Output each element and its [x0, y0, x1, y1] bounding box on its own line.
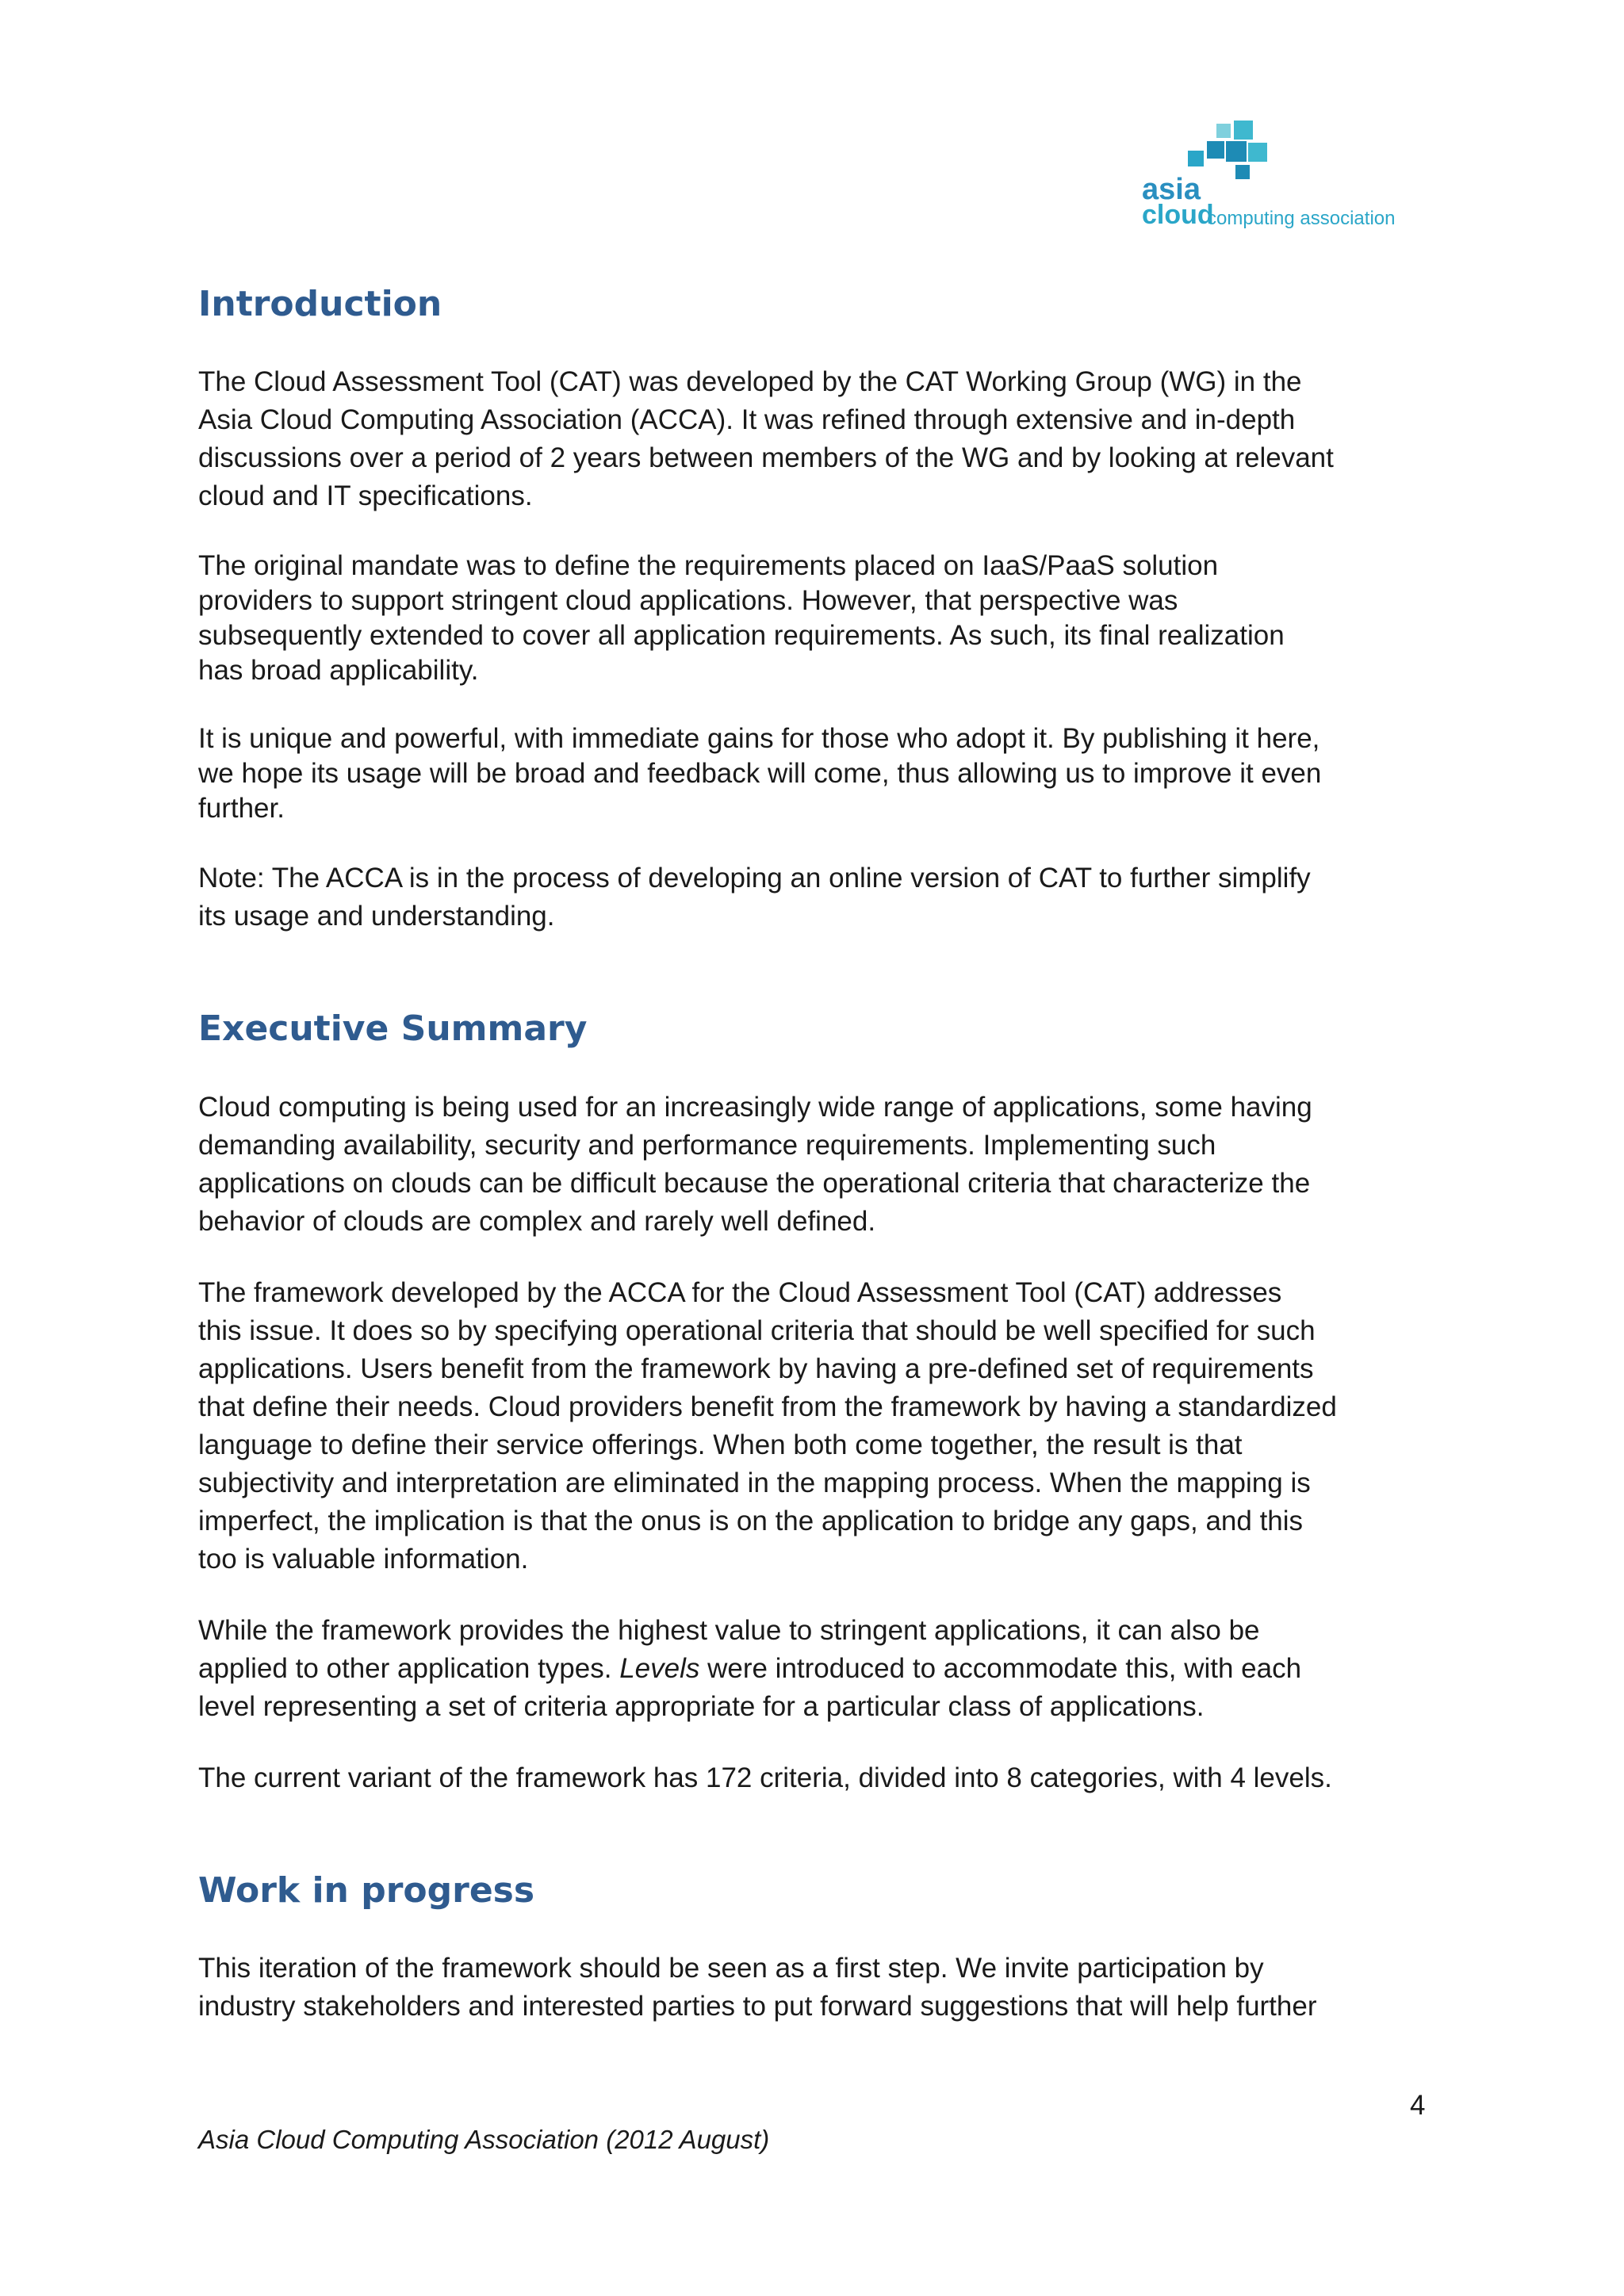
heading-introduction: Introduction: [198, 284, 442, 324]
summary-paragraph-4: The current variant of the framework has 172 criteria, divided into 8 categories, with 4 levels.: [198, 1762, 1332, 1793]
intro-paragraph-3: It is unique and powerful, with immediate gains for those who adopt it. By publishing it here, we hope its usage will be broad and feedback will come, thus allowing us to improve it even further.: [198, 723, 1322, 825]
document-body: [198, 285, 1435, 2059]
acca-logo: [1140, 119, 1402, 238]
heading-work-in-progress: Work in progress: [198, 1869, 535, 1911]
logo-text-cloud: cloud: [1142, 200, 1214, 230]
logo-text-asia: asia: [1142, 173, 1201, 206]
summary-paragraph-3: While the framework provides the highest value to stringent applications, it can also be applied to other application types. Levels were introduced to accommodate this, with each level representing a set of criteria appropriate for a particular class of applications.: [198, 1614, 1302, 1722]
page-footer: Asia Cloud Computing Association (2012 August): [198, 2125, 770, 2154]
summary-paragraph-1: Cloud computing is being used for an increasingly wide range of applications, some having demanding availability, security and performance requirements. Implementing such applications on clouds can be difficult because the operational criteria that characterize the behavior of clouds are complex and rarely well defined.: [198, 1091, 1312, 1237]
heading-executive-summary: Executive Summary: [198, 1008, 588, 1050]
page-number: 4: [1410, 2090, 1426, 2121]
summary-paragraph-2: The framework developed by the ACCA for the Cloud Assessment Tool (CAT) addresses this issue. It does so by specifying operational criteria that should be well specified for such applications. Users benefit from the framework by having a pre-defined set of requirements that define their needs. Cloud providers benefit from the framework by having a standardized language to define their service offerings. When both come together, the result is that subjectivity and interpretation are eliminated in the mapping process. When the mapping is imperfect, the implication is that the onus is on the application to bridge any gaps, and this too is valuable information.: [198, 1276, 1337, 1575]
intro-paragraph-4: Note: The ACCA is in the process of developing an online version of CAT to further simplify its usage and understanding.: [198, 863, 1311, 932]
levels-emphasis: Levels: [619, 1652, 700, 1684]
intro-paragraph-1: The Cloud Assessment Tool (CAT) was developed by the CAT Working Group (WG) in the Asia Cloud Computing Association (ACCA). It was refined through extensive and in-depth discussions over a period of 2 years between members of the WG and by looking at relevant cloud and IT specifications.: [198, 366, 1334, 512]
logo-text-association: computing association: [1207, 208, 1396, 229]
progress-paragraph-1: This iteration of the framework should be seen as a first step. We invite participation by industry stakeholders and interested parties to put forward suggestions that will help further: [198, 1953, 1317, 2022]
intro-paragraph-2: The original mandate was to define the requirements placed on IaaS/PaaS solution providers to support stringent cloud applications. However, that perspective was subsequently extended to cover all application requirements. As such, its final realization has broad applicability.: [198, 550, 1285, 687]
